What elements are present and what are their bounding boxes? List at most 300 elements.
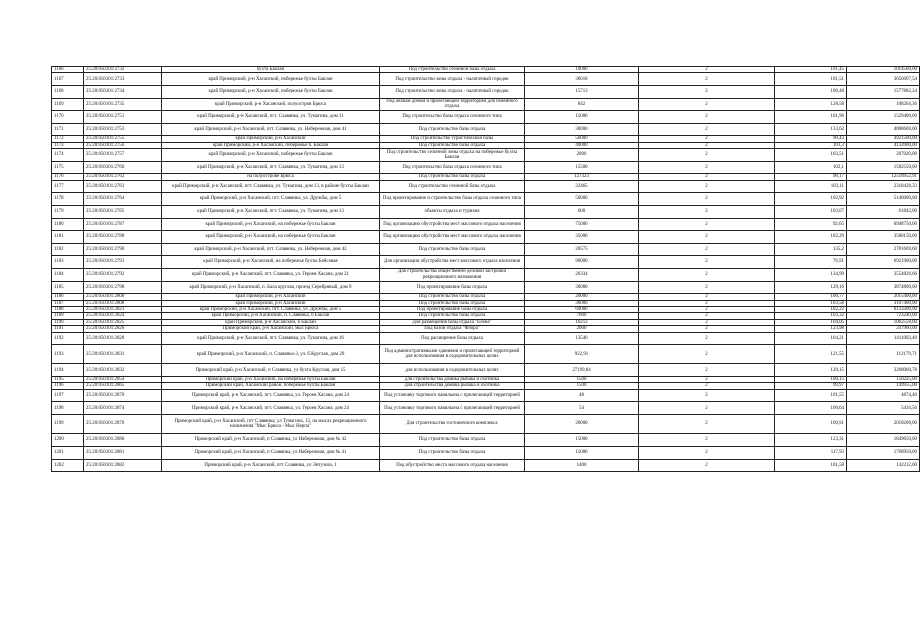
cell-cadastral-number: 25:20:050101:2825 — [84, 319, 162, 325]
cell-rate: 2 — [639, 326, 775, 332]
cell-row-number: 1173 — [52, 142, 84, 148]
cell-amount: 2015400,00 — [847, 294, 920, 300]
cell-area: 20575 — [525, 243, 639, 256]
table-row — [52, 389, 920, 402]
cell-row-number: 1202 — [52, 459, 84, 472]
cell-amount: 6133200,00 — [847, 306, 920, 312]
cell-amount: 2018200,00 — [847, 415, 920, 434]
cell-area: 15000 — [525, 434, 639, 447]
cell-cadastral-number: 25:20:050101:2757 — [84, 149, 162, 162]
cell-coefficient: 102,29 — [775, 231, 847, 244]
cell-rate: 2 — [639, 123, 775, 136]
cell-cadastral-number: 25:20:050101:2788 — [84, 231, 162, 244]
table-row — [52, 364, 920, 377]
cell-area: 1400 — [525, 459, 639, 472]
cell-amount: 1577882,24 — [847, 86, 920, 99]
cell-coefficient: 101,58 — [775, 459, 847, 472]
cell-cadastral-number: 25:20:050101:2865 — [84, 383, 162, 389]
cell-row-number: 1194 — [52, 364, 84, 377]
cell-coefficient: 101,96 — [775, 111, 847, 124]
cell-rate: 2 — [639, 218, 775, 231]
cell-amount: 1529400,00 — [847, 111, 920, 124]
cell-cadastral-number: 25:20:050101:2882 — [84, 459, 162, 472]
cell-rate: 2 — [639, 281, 775, 294]
cell-row-number: 1170 — [52, 111, 84, 124]
cell-rate: 2 — [639, 402, 775, 415]
cell-rate: 2 — [639, 73, 775, 86]
table-row — [52, 281, 920, 294]
cell-address: Приморский край, р-н Хасанский, п Славянка, ул бухта Круглая, дом 15 — [162, 364, 380, 377]
table-row — [52, 243, 920, 256]
cell-coefficient: 104,21 — [775, 332, 847, 345]
cell-address: Приморский край, р-н Хасанский, на побережье бухты Баклан — [162, 377, 380, 383]
cell-coefficient: 100,91 — [775, 415, 847, 434]
cell-rate: 2 — [639, 205, 775, 218]
cell-row-number: 1166 — [52, 67, 84, 73]
cell-coefficient: 123,98 — [775, 326, 847, 332]
cell-permitted-use: Под строительство базы отдыха — [380, 434, 525, 447]
cell-permitted-use: Для строительства гостиничного комплекса — [380, 415, 525, 434]
cell-permitted-use: Под строительство базы отдыха — [380, 123, 525, 136]
cell-coefficient: 121,55 — [775, 345, 847, 364]
cell-area: 15000 — [525, 446, 639, 459]
cell-cadastral-number: 25:20:050101:2880 — [84, 434, 162, 447]
cell-row-number: 1193 — [52, 345, 84, 364]
cell-rate: 2 — [639, 319, 775, 325]
cell-coefficient: 99,97 — [775, 383, 847, 389]
cell-permitted-use: Под строительство сезонной базы отдыха — [380, 180, 525, 193]
cell-permitted-use: для строительства домика рыбака и охотника — [380, 377, 525, 383]
cell-address: край Приморский, р-н Хасанский, побережье бухты Баклан — [162, 73, 380, 86]
cell-address: на полуострове Брюса — [162, 174, 380, 180]
cell-row-number: 1175 — [52, 161, 84, 174]
cell-rate: 2 — [639, 313, 775, 319]
table-row — [52, 332, 920, 345]
cell-permitted-use: Для строительства домика рыбака и охотника — [380, 383, 525, 389]
cell-amount: 1062558,60 — [847, 319, 920, 325]
cell-address: край Приморский, р-н Хасанский, пгт. Славянка, ул. Тумагина, дом 13, в районе бухты Баклан — [162, 180, 380, 193]
cell-address: край Приморский, р-н Хасанский — [162, 294, 380, 300]
cell-area: 7000 — [525, 313, 639, 319]
cell-address: край Приморский, р-н Хасанский, побережье б. Баклан — [162, 142, 380, 148]
cell-permitted-use: Под проектирование и строительство базы отдыха сезонного типа — [380, 193, 525, 206]
cell-amount: 4921500,00 — [847, 136, 920, 142]
cell-coefficient: 129,16 — [775, 281, 847, 294]
cell-coefficient: 103,07 — [775, 205, 847, 218]
cell-area: 922,91 — [525, 345, 639, 364]
cell-rate: 2 — [639, 180, 775, 193]
cell-coefficient: 100,64 — [775, 402, 847, 415]
cell-row-number: 1189 — [52, 313, 84, 319]
cell-permitted-use: Под строительство базы отдыха — [380, 243, 525, 256]
cell-amount: 3580150,00 — [847, 231, 920, 244]
cell-area: 13540 — [525, 332, 639, 345]
cell-coefficient: 117,93 — [775, 446, 847, 459]
cell-row-number: 1183 — [52, 256, 84, 269]
cell-area: 40000 — [525, 142, 639, 148]
cell-address: Приморский край, р-н Хасанский, пгт. Славянка, ул. Героев Хасана, дом 24 — [162, 389, 380, 402]
cell-cadastral-number: 25:20:050101:2832 — [84, 364, 162, 377]
cell-cadastral-number: 25:20:050101:2870 — [84, 389, 162, 402]
cell-row-number: 1169 — [52, 98, 84, 111]
cell-amount: 1014500,00 — [847, 67, 920, 73]
table-row — [52, 98, 920, 111]
cell-cadastral-number: 25:20:050101:2876 — [84, 415, 162, 434]
cell-rate: 2 — [639, 86, 775, 99]
table-row — [52, 161, 920, 174]
cell-address: край Приморский, р-н Хасанский — [162, 136, 380, 142]
cell-amount: 108264,36 — [847, 98, 920, 111]
cell-amount: 3554826,66 — [847, 268, 920, 281]
cell-area: 20000 — [525, 415, 639, 434]
cell-permitted-use: объекты отдыха и туризма — [380, 205, 525, 218]
cell-coefficient: 92,65 — [775, 218, 847, 231]
cell-area: 20000 — [525, 294, 639, 300]
cell-cadastral-number: 25:20:050101:2800 — [84, 294, 162, 300]
table-row — [52, 459, 920, 472]
cell-permitted-use: Под строительство базы отдыха сезонного типа — [380, 111, 525, 124]
cell-address: край Приморский, р-н Хасанский, пгт. Славянка, ул. Дружбы, дом 5 — [162, 193, 380, 206]
cell-cadastral-number: 25:20:050101:2732 — [84, 67, 162, 73]
cell-address: край Приморский, р-н Хасанский, пгт. Славянка, ул. Набережная, дом 42 — [162, 243, 380, 256]
cell-coefficient: 100,48 — [775, 86, 847, 99]
cell-permitted-use: Под строительство сезонной базы отдыха — [380, 67, 525, 73]
cell-area: 75000 — [525, 218, 639, 231]
cell-amount: 1411003,40 — [847, 332, 920, 345]
cell-address: край Приморский, р-н Хасанский, п. Славянка, б Баклан — [162, 313, 380, 319]
cell-area: 30000 — [525, 123, 639, 136]
cell-row-number: 1198 — [52, 402, 84, 415]
cell-address: край Приморский, р-н Хасанский, пгт. Славянка, ул. Тумагина, дом 16 — [162, 332, 380, 345]
cell-row-number: 1168 — [52, 86, 84, 99]
cell-address: край Приморский, р-н Хасанский, пгт. Славянка, ул. Героев Хасана, дом 21 — [162, 268, 380, 281]
cell-address: край Приморский, р-н Хасанский, на побережье бухты Бейсовая — [162, 256, 380, 269]
table-row — [52, 268, 920, 281]
cell-address: край Приморский, р-н Хасанский — [162, 300, 380, 306]
cell-permitted-use: Под строительство базы отдыха — [380, 294, 525, 300]
cell-rate: 2 — [639, 142, 775, 148]
cell-permitted-use: Под проектирование базы отдыха — [380, 281, 525, 294]
cell-area: 10000 — [525, 67, 639, 73]
cell-row-number: 1174 — [52, 149, 84, 162]
cell-cadastral-number: 25:20:050101:2764 — [84, 193, 162, 206]
cell-address: Приморский край, р-н Хасанский, п Славянка, ул Набережная, дом № 42 — [162, 434, 380, 447]
table-row — [52, 218, 920, 231]
cell-coefficient: 100,15 — [775, 377, 847, 383]
cell-amount: 4874,40 — [847, 389, 920, 402]
cell-permitted-use: Под установку торгового павильона с прилегающей территорией — [380, 389, 525, 402]
cell-cadastral-number: 25:20:050101:2733 — [84, 73, 162, 86]
cell-rate: 2 — [639, 174, 775, 180]
table-row — [52, 180, 920, 193]
cell-coefficient: 133,62 — [775, 123, 847, 136]
cell-row-number: 1197 — [52, 389, 84, 402]
cell-area: 50000 — [525, 136, 639, 142]
cell-amount: 2318428,33 — [847, 180, 920, 193]
land-plot-register-table — [51, 66, 920, 472]
cell-permitted-use: Под обустройство места массового отдыха населения — [380, 459, 525, 472]
cell-rate: 2 — [639, 193, 775, 206]
cell-coefficient: 101,45 — [775, 67, 847, 73]
cell-coefficient: 120,15 — [775, 364, 847, 377]
cell-row-number: 1191 — [52, 326, 84, 332]
cell-amount: 5146000,00 — [847, 193, 920, 206]
cell-amount: 12518952,91 — [847, 174, 920, 180]
cell-permitted-use: Под жилым домом и прилегающей территорией для семейного отдыха — [380, 98, 525, 111]
cell-address: край Приморский, р-н Хасанский, на побережье бухты Баклан — [162, 218, 380, 231]
cell-coefficient: 101,51 — [775, 73, 847, 86]
cell-area: 10212 — [525, 319, 639, 325]
cell-rate: 2 — [639, 345, 775, 364]
cell-row-number: 1167 — [52, 73, 84, 86]
cell-rate: 2 — [639, 231, 775, 244]
table-row — [52, 345, 920, 364]
cell-row-number: 1172 — [52, 136, 84, 142]
cell-amount: 142212,00 — [847, 459, 920, 472]
cell-row-number: 1185 — [52, 281, 84, 294]
cell-cadastral-number: 25:20:050101:2763 — [84, 180, 162, 193]
cell-address: край Приморский, р-н Хасанский, побережье бухты Баклан — [162, 86, 380, 99]
cell-area: 35000 — [525, 231, 639, 244]
cell-amount: 6948750,00 — [847, 218, 920, 231]
cell-cadastral-number: 25:20:050101:2798 — [84, 281, 162, 294]
table-row — [52, 402, 920, 415]
cell-permitted-use: Для строительства общественно-деловой застройки рекреационного назначения — [380, 268, 525, 281]
table-row — [52, 111, 920, 124]
cell-address: Приморский край, р-н Хасанский, пгт Славянка, ул Энтузиаз, 1 — [162, 459, 380, 472]
cell-area: 2000 — [525, 149, 639, 162]
cell-cadastral-number: 25:20:050101:2787 — [84, 218, 162, 231]
cell-coefficient: 103,32 — [775, 313, 847, 319]
table-row — [52, 434, 920, 447]
cell-row-number: 1188 — [52, 306, 84, 312]
cell-coefficient: 123,31 — [775, 434, 847, 447]
cell-address: Приморский край, Хасанский район, побережье бухты Баклан — [162, 383, 380, 389]
cell-rate: 2 — [639, 67, 775, 73]
cell-coefficient: 100,77 — [775, 294, 847, 300]
cell-rate: 2 — [639, 377, 775, 383]
cell-address: бухта Баклан — [162, 67, 380, 73]
cell-coefficient: 103,11 — [775, 180, 847, 193]
cell-cadastral-number: 25:20:050101:2751 — [84, 111, 162, 124]
cell-coefficient: 76,91 — [775, 256, 847, 269]
cell-permitted-use: Под строительство зоны отдыха - палаточный городок — [380, 73, 525, 86]
cell-address: край Приморский, р-н Хасанский, б Баклан — [162, 319, 380, 325]
cell-coefficient: 102,92 — [775, 193, 847, 206]
table-row — [52, 86, 920, 99]
cell-address: край Приморский, р-н Хасанский, пгт. Славянка, ул. Набережная, дом 41 — [162, 123, 380, 136]
table-row — [52, 149, 920, 162]
cell-cadastral-number: 25:20:050101:2755 — [84, 136, 162, 142]
cell-permitted-use: Под установку торгового павильона с прилегающей территорией — [380, 402, 525, 415]
cell-cadastral-number: 25:20:050101:2792 — [84, 268, 162, 281]
cell-coefficient: 101,55 — [775, 389, 847, 402]
cell-address: край Приморский, р-н Хасанский, пгт. Славянка, ул. Тумагина, дом 13 — [162, 161, 380, 174]
table-body — [52, 67, 920, 472]
cell-cadastral-number: 25:20:050101:2821 — [84, 306, 162, 312]
cell-area: 127323 — [525, 174, 639, 180]
cell-cadastral-number: 25:20:050101:2762 — [84, 174, 162, 180]
cell-area: 600 — [525, 205, 639, 218]
cell-cadastral-number: 25:20:050101:2826 — [84, 326, 162, 332]
cell-row-number: 1181 — [52, 231, 84, 244]
cell-amount: 1582550,00 — [847, 161, 920, 174]
cell-amount: 5434,56 — [847, 402, 920, 415]
cell-cadastral-number: 25:20:050101:2734 — [84, 86, 162, 99]
cell-coefficient: 98,17 — [775, 174, 847, 180]
cell-permitted-use: Под строительство базы отдыха сезонного типа — [380, 161, 525, 174]
cell-rate: 2 — [639, 446, 775, 459]
cell-permitted-use: для использования в оздоровительных целях — [380, 364, 525, 377]
cell-rate: 2 — [639, 268, 775, 281]
cell-amount: 3268060,78 — [847, 364, 920, 377]
cell-address: край Приморский, р-н Хасанский, пгт. Славянка, ул. Дружбы, дом 5 — [162, 306, 380, 312]
cell-area: 1500 — [525, 377, 639, 383]
cell-permitted-use: Под проектирование базы отдыха — [380, 306, 525, 312]
cell-cadastral-number: 25:20:050101:2791 — [84, 256, 162, 269]
cell-rate: 2 — [639, 434, 775, 447]
cell-cadastral-number: 25:20:050101:2756 — [84, 142, 162, 148]
cell-row-number: 1199 — [52, 415, 84, 434]
cell-address: Приморский край, р-н Хасанский, мыс Брюса — [162, 326, 380, 332]
cell-row-number: 1176 — [52, 174, 84, 180]
cell-address: край Приморский, р-н Хасанский, пгт. Славянка, ул. Тумагина, дом 13 — [162, 205, 380, 218]
cell-cadastral-number: 25:20:050101:2824 — [84, 313, 162, 319]
cell-amount: 4008600,00 — [847, 123, 920, 136]
cell-address: Приморский край, р-н Хасанский, п Славянка, ул Набережная, дом № 41 — [162, 446, 380, 459]
cell-area: 27199,84 — [525, 364, 639, 377]
cell-area: 30000 — [525, 300, 639, 306]
cell-rate: 2 — [639, 459, 775, 472]
cell-coefficient: 135,2 — [775, 243, 847, 256]
cell-area: 15713 — [525, 86, 639, 99]
cell-rate: 2 — [639, 111, 775, 124]
cell-permitted-use: Под строительство туристической базы — [380, 136, 525, 142]
cell-permitted-use: Под строительство сезонной зоны отдыха на побережье бухты Баклан — [380, 149, 525, 162]
cell-row-number: 1177 — [52, 180, 84, 193]
cell-permitted-use: Под строительство базы отдыха — [380, 313, 525, 319]
cell-cadastral-number: 25:20:050101:2808 — [84, 300, 162, 306]
cell-coefficient: 103,51 — [775, 149, 847, 162]
cell-area: 36018 — [525, 73, 639, 86]
cell-rate: 2 — [639, 256, 775, 269]
cell-permitted-use: Под базой отдыха "Флора" — [380, 326, 525, 332]
cell-address: край Приморский, р-н Хасанский, побережье бухты Баклан — [162, 149, 380, 162]
cell-address: край Приморский, р-н Хасанский, п. Славянка-3, ул. б.Круглая, дом 20 — [162, 345, 380, 364]
cell-area: 54 — [525, 402, 639, 415]
cell-area: 48 — [525, 389, 639, 402]
cell-coefficient: 103,3 — [775, 142, 847, 148]
cell-amount: 3656007,54 — [847, 73, 920, 86]
cell-coefficient: 102,22 — [775, 306, 847, 312]
cell-row-number: 1180 — [52, 218, 84, 231]
cell-area: 2000 — [525, 326, 639, 332]
cell-permitted-use: Для организации обустройства мест массового отдыха населения — [380, 256, 525, 269]
cell-area: 90000 — [525, 256, 639, 269]
cell-area: 1500 — [525, 383, 639, 389]
cell-cadastral-number: 25:20:050101:2831 — [84, 345, 162, 364]
cell-amount: 3874800,00 — [847, 281, 920, 294]
cell-area: 50000 — [525, 193, 639, 206]
cell-rate: 2 — [639, 149, 775, 162]
cell-row-number: 1187 — [52, 300, 84, 306]
cell-amount: 112179,71 — [847, 345, 920, 364]
cell-row-number: 1201 — [52, 446, 84, 459]
cell-row-number: 1182 — [52, 243, 84, 256]
cell-area: 22465 — [525, 180, 639, 193]
cell-coefficient: 134,99 — [775, 268, 847, 281]
cell-address: край Приморский, р-н Хасанский, на побережье бухты Баклан — [162, 231, 380, 244]
cell-coefficient: 103,58 — [775, 300, 847, 306]
cell-amount: 150225,00 — [847, 377, 920, 383]
cell-amount: 3107400,00 — [847, 300, 920, 306]
cell-cadastral-number: 25:20:050101:2735 — [84, 98, 162, 111]
cell-permitted-use: Для размещения базы отдыха "Елена" — [380, 319, 525, 325]
cell-permitted-use: Под строительство базы отдыха — [380, 174, 525, 180]
cell-permitted-use: Под строительство зоны отдыха - палаточный городок — [380, 86, 525, 99]
cell-amount: 1849650,00 — [847, 434, 920, 447]
cell-amount: 61842,00 — [847, 205, 920, 218]
cell-amount: 247960,00 — [847, 326, 920, 332]
cell-address: Приморский край, р-н Хасанский, пгт. Славянка, ул. Героев Хасана, дом 24 — [162, 402, 380, 415]
cell-cadastral-number: 25:20:050101:2854 — [84, 377, 162, 383]
cell-coefficient: 98,43 — [775, 136, 847, 142]
cell-rate: 2 — [639, 294, 775, 300]
cell-cadastral-number: 25:20:050101:2765 — [84, 205, 162, 218]
cell-rate: 2 — [639, 389, 775, 402]
cell-row-number: 1200 — [52, 434, 84, 447]
cell-rate: 2 — [639, 136, 775, 142]
cell-row-number: 1195 — [52, 377, 84, 383]
cell-row-number: 1192 — [52, 332, 84, 345]
table-row — [52, 231, 920, 244]
cell-cadastral-number: 25:20:050101:2881 — [84, 446, 162, 459]
cell-row-number: 1190 — [52, 319, 84, 325]
cell-address: Приморский край, р-н Хасанский, пгт Славянка, ул Тумагина, 13, на мысах рекреационного назначения "Мыс Брюса - Мыс Нерпа" — [162, 415, 380, 434]
cell-rate: 2 — [639, 364, 775, 377]
cell-permitted-use: Под строительство базы отдыха — [380, 446, 525, 459]
cell-rate: 2 — [639, 300, 775, 306]
cell-rate: 2 — [639, 243, 775, 256]
cell-amount: 207020,00 — [847, 149, 920, 162]
cell-rate: 2 — [639, 383, 775, 389]
cell-rate: 2 — [639, 415, 775, 434]
cell-rate: 2 — [639, 161, 775, 174]
table-row — [52, 446, 920, 459]
cell-amount: 2781669,60 — [847, 243, 920, 256]
cell-row-number: 1184 — [52, 268, 84, 281]
cell-permitted-use: Под административными зданиями и прилегающей территорией для использования в оздоровительных целях — [380, 345, 525, 364]
cell-rate: 2 — [639, 332, 775, 345]
cell-permitted-use: Под строительство базы отдыха — [380, 300, 525, 306]
cell-permitted-use: Под организацию обустройства мест массового отдыха населения — [380, 218, 525, 231]
cell-cadastral-number: 25:20:050101:2760 — [84, 161, 162, 174]
cell-rate: 2 — [639, 306, 775, 312]
cell-permitted-use: Под расширение базы отдыха — [380, 332, 525, 345]
cell-row-number: 1178 — [52, 193, 84, 206]
cell-amount: 149955,00 — [847, 383, 920, 389]
cell-area: 15500 — [525, 161, 639, 174]
table-row — [52, 193, 920, 206]
cell-amount: 723240,00 — [847, 313, 920, 319]
cell-amount: 4132000,00 — [847, 142, 920, 148]
cell-area: 842 — [525, 98, 639, 111]
cell-coefficient: 128,58 — [775, 98, 847, 111]
cell-cadastral-number: 25:20:050101:2828 — [84, 332, 162, 345]
cell-cadastral-number: 25:20:050101:2874 — [84, 402, 162, 415]
cell-area: 15000 — [525, 111, 639, 124]
cell-permitted-use: Под строительство базы отдыха — [380, 142, 525, 148]
